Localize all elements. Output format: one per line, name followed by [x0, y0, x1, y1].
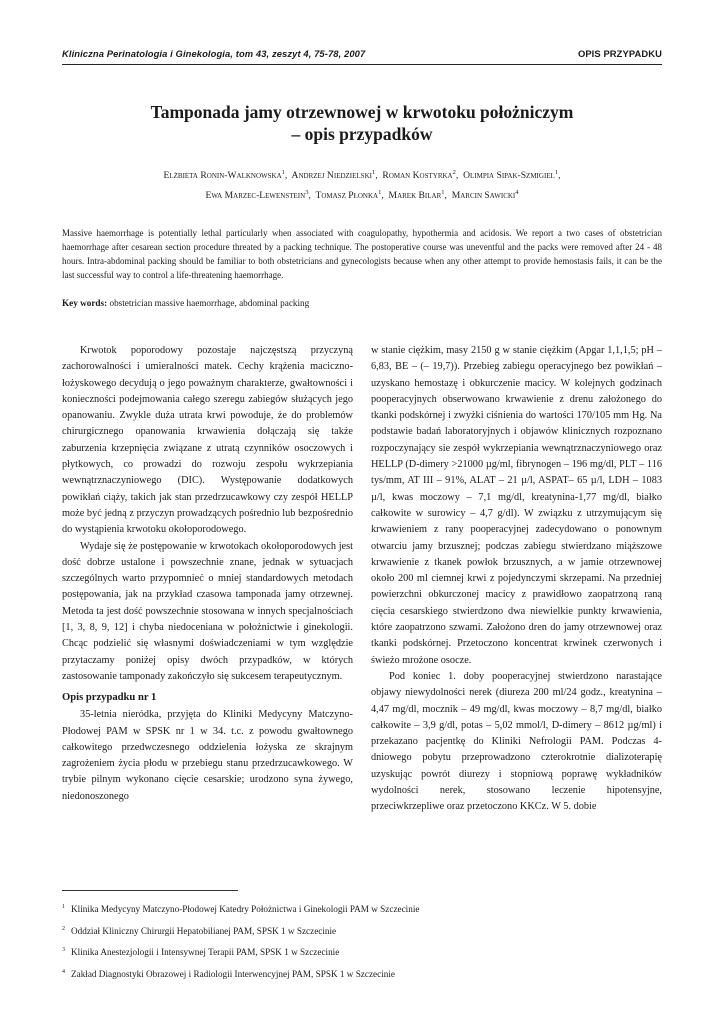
author-name: Elżbieta Ronin-Walknowska: [163, 170, 282, 182]
section-heading: Opis przypadku nr 1: [62, 692, 157, 704]
article-title: [62, 101, 662, 145]
author-affiliation: 1: [281, 169, 285, 176]
footnote-text: Klinika Anestezjologii i Intensywnej Terapii PAM, SPSK 1 w Szczecinie: [71, 947, 340, 958]
footnote: [62, 941, 662, 963]
footnote-text: Klinika Medycyny Matczyno-Płodowej Katedry Położnictwa i Ginekologii PAM w Szczecinie: [71, 904, 420, 915]
author-name: Tomasz Płonka: [315, 190, 379, 202]
keywords-text: obstetrician massive haemorrhage, abdominal packing: [109, 298, 310, 308]
footnote: [62, 920, 662, 942]
author-affiliation: 4: [515, 189, 519, 197]
section-label: OPIS PRZYPADKU: [577, 48, 662, 59]
footnote-number: 1: [62, 904, 65, 910]
footnote-number: 4: [62, 968, 65, 975]
author-name: Marek Bilar: [388, 190, 442, 202]
keywords: [62, 296, 662, 310]
author-affiliation: 1: [378, 189, 382, 197]
author-affiliation: 2: [452, 169, 456, 176]
author-line-2: Ewa Marzec-Lewenstein$^3$, Tomasz Płonka$^1$, Marek Bilar$^1$, Marcin Sawicki$^4$: [205, 189, 519, 202]
author-name: Andrzej Niedzielski: [291, 170, 372, 182]
footnote: [62, 898, 662, 920]
title-line-1: Tamponada jamy otrzewnowej w krwotoku położniczym: [150, 102, 574, 122]
author-name: Olimpia Sipak-Szmigiel: [463, 170, 555, 182]
abstract: Massive haemorrhage is potentially lethal particularly when associated with coagulopathy, hypothermia and acidosis. We report a two cases of obstetrician haemorrhage after cesarean section procedure threated by a packing technique. The postoperative course was uneventful and the packs were removed after 24 - 48 hours. Intra-abdominal packing should be familiar to both obstetricians and gynecologists because when any other attempt to provide hemostasis fails, it can be the last successful way to control a life-threatening haemorrhage.: [62, 228, 662, 280]
journal-citation: Kliniczna Perinatologia i Ginekologia, tom 43, zeszyt 4, 75-78, 2007: [62, 48, 366, 59]
author-line-1: Elżbieta Ronin-Walknowska$^1$, Andrzej Niedzielski$^1$, Roman Kostyrka$^2$, Olimpia Sipak-Szmigiel$^1$,: [163, 169, 561, 182]
body-paragraph: Krwotok poporodowy pozostaje najczęstszą przyczyną zachorowalności i umieralności matek. Cechy krążenia maciczno-łożyskowego decydują o jego poważnym charakterze, gwałtowności i konieczności podejmowania całego szeregu zabiegów służących jego opanowaniu. Zwykle duża utrata krwi powoduje, że do problemów chirurgicznego opanowania krwawienia dołączają się także zaburzenia krzepnięcia związane z utratą czynników osoczowych i płytkowych, co prowadzi do rozwoju zespołu wykrzepiania wewnątrznaczyniowego (DIC). Występowanie dodatkowych powikłań ciąży, takich jak stan przedrzucawkowy czy zespół HELLP może być jedną z przyczyn prowadzących pośrednio lub bezpośrednio do wystąpienia krwotoku okołoporodowego.: [62, 345, 353, 536]
footnote-text: Oddział Kliniczny Chirurgii Hepatobilianej PAM, SPSK 1 w Szczecinie: [71, 925, 337, 936]
body-paragraph: w stanie ciężkim, masy 2150 g w stanie ciężkim (Apgar 1,1,1,5; pH – 6,83, BE – (– 19,7)). Przebieg zabiegu operacyjnego bez powikłań – uzyskano hemostazę i obkurczenie macicy. W kolejnych godzinach pooperacyjnych obserwowano krwawienie z drenu założonego do tkanki podskórnej i zwyżki ciśnienia do wartości 170/105 mm Hg. Na podstawie badań laboratoryjnych i objawów klinicznych rozpoznano rozpoczynający sie zespół wykrzepiania wewnątrznaczyniowego oraz HELLP (D-dimery >21000 µg/ml, fibrynogen – 196 mg/dl, PLT – 116 tys/mm, AT III – 91%, ALAT – 21 µ/l, ASPAT– 65 µ/l, LDH – 1083 µ/l, kwas moczowy – 7,1 mg/dl, kreatynina-1,77 mg/dl, białko całkowite w surowicy – 4,7 g/dl). W związku z utrzymującym się krwawieniem z rany pooperacyjnej zadecydowano o ponownym otwarciu jamy brzusznej; podczas zabiegu stwierdzano miąższowe krwawienie z tkanek powłok brzusznych, a w jamie otrzewnowej około 200 ml ciemnej krwi z pojedynczymi skrzepami. Na przedniej powierzchni obkurczonej macicy z prawidłowo zaopatrzoną raną cięcia cesarskiego stwierdzono dwa niewielkie punkty krwawienia, które zaopatrzono szwami. Założono dren do jamy otrzewnowej oraz tkanki podskórnej. Przetoczono koncentrat krwinek czerwonych i świeżo mrożone osocze.: [371, 345, 662, 666]
title-line-2: – opis przypadków: [291, 124, 433, 144]
body-column-right: [371, 343, 662, 816]
author-name: Marcin Sawicki: [451, 190, 516, 202]
footnote: [62, 963, 662, 985]
author-affiliation: 1: [441, 189, 445, 197]
author-affiliation: 1: [371, 169, 376, 176]
body-paragraph: Wydaje się że postępowanie w krwotokach okołoporodowych jest dość dobrze ustalone i powszechnie znane, jednak w sytuacjach szczególnych warto przypomnieć o mniej standardowych metodach postępowania, jak na przykład czasowa tamponada jamy otrzewnej. Metoda ta jest dość powszechnie stosowana w innych specjalnościach [1, 3, 8, 9, 12] i chyba niedoceniana w położnictwie i ginekologii. Chcąc podzielić się własnymi doświadczeniami w tym względzie przytaczamy poniżej opisy dwóch przypadków, w których zastosowanie tamponady zakończyło się sukcesem terapeutycznym.: [62, 540, 353, 682]
author-affiliation: 3: [305, 189, 309, 197]
footnotes: [62, 898, 662, 984]
body-paragraph: Pod koniec 1. doby pooperacyjnej stwierdzono narastające objawy niewydolności nerek (diureza 200 ml/24 godz., kreatynina – 4,47 mg/dl, mocznik – 49 mg/dl, kwas moczowy – 8,7 mg/dl, białko całkowite – 3,9 g/dl, potas – 5,02 mmol/l, D-dimery – 8612 µg/ml) i przekazano pacjentkę do Kliniki Nefrologii PAM. Podczas 4-dniowego pobytu przeprowadzono czterokrotnie dializoterapię uzyskując powrót diurezy i stopniową poprawę wykładników wydolności nerek, stosowano leczenie hipotensyjne, przeciwkrzepliwe oraz przetoczono KKCz. W 5. dobie: [371, 670, 662, 813]
author-list: [62, 164, 662, 204]
author-name: Roman Kostyrka: [382, 170, 453, 182]
footnote-divider: [62, 890, 238, 891]
body-column-left: [62, 343, 353, 805]
body-paragraph: 35-letnia nieródka, przyjęta do Kliniki Medycyny Matczyno-Płodowej PAM w SPSK nr 1 w 34. t.c. z powodu gwałtownego całkowitego przedwczesnego oddzielenia łożyska ze skrajnym zagrożeniem życia płodu w przebiegu stanu przedrzucawkowego. W trybie pilnym wykonano cięcie cesarskie; urodzono syna żywego, niedonoszonego: [62, 709, 353, 802]
header-divider: [62, 64, 662, 65]
author-affiliation: 1: [554, 169, 559, 176]
footnote-number: 2: [62, 925, 65, 932]
keywords-label: Key words:: [62, 298, 108, 308]
author-name: Ewa Marzec-Lewenstein: [205, 190, 306, 202]
footnote-text: Zakład Diagnostyki Obrazowej i Radiologii Interwencyjnej PAM, SPSK 1 w Szczecinie: [71, 968, 395, 979]
footnote-number: 3: [62, 947, 65, 954]
